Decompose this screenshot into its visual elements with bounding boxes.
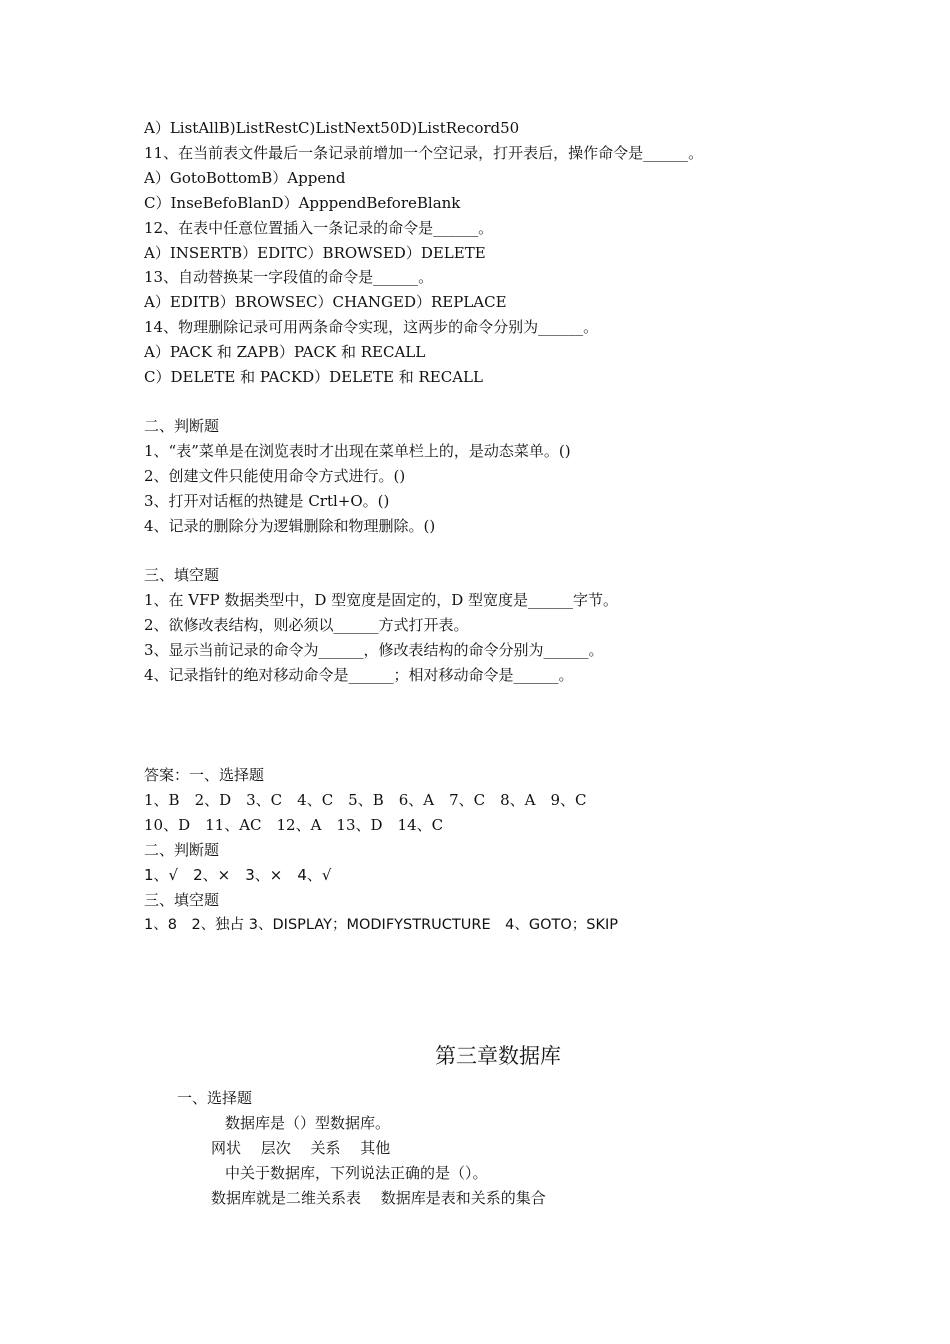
judge-item-3: 3、打开对话框的热键是 Crtl+O。()	[144, 492, 390, 510]
chapter-section-heading: 一、选择题	[177, 1089, 253, 1107]
fill-item-2: 2、欲修改表结构，则必须以______方式打开表。	[144, 616, 469, 634]
chapter-question-1-options: 网状 层次 关系 其他	[211, 1139, 391, 1157]
chapter-title: 第三章数据库	[435, 1044, 561, 1068]
option-line-10: A）ListAllB)ListRestC)ListNext50D)ListRecord50	[144, 119, 520, 137]
fill-item-3: 3、显示当前记录的命令为______，修改表结构的命令分别为______。	[144, 641, 604, 659]
fill-item-1: 1、在 VFP 数据类型中，D 型宽度是固定的，D 型宽度是______字节。	[144, 591, 619, 609]
question-14: 14、物理删除记录可用两条命令实现，这两步的命令分别为______。	[144, 318, 599, 336]
question-11: 11、在当前表文件最后一条记录前增加一个空记录，打开表后，操作命令是______。	[144, 144, 704, 162]
answers-judge-line: 1、√ 2、× 3、× 4、√	[144, 866, 332, 884]
answers-judge-heading: 二、判断题	[144, 841, 220, 859]
judge-item-1: 1、“表”菜单是在浏览表时才出现在菜单栏上的，是动态菜单。()	[144, 442, 571, 460]
answers-fill-heading: 三、填空题	[144, 891, 220, 909]
option-line-11a: A）GotoBottomB）Append	[144, 169, 346, 187]
fill-item-4: 4、记录指针的绝对移动命令是______；相对移动命令是______。	[144, 666, 574, 684]
answers-choice-line-1: 1、B 2、D 3、C 4、C 5、B 6、A 7、C 8、A 9、C	[144, 791, 587, 809]
judge-heading: 二、判断题	[144, 417, 220, 435]
question-12: 12、在表中任意位置插入一条记录的命令是______。	[144, 219, 494, 237]
chapter-question-1: 数据库是（）型数据库。	[225, 1114, 391, 1132]
question-13: 13、自动替换某一字段值的命令是______。	[144, 268, 434, 286]
answers-choice-line-2: 10、D 11、AC 12、A 13、D 14、C	[144, 816, 444, 834]
option-line-12: A）INSERTB）EDITC）BROWSED）DELETE	[144, 244, 486, 262]
answers-fill-line: 1、8 2、独占 3、DISPLAY；MODIFYSTRUCTURE 4、GOTO；SKIP	[144, 917, 618, 933]
judge-item-4: 4、记录的删除分为逻辑删除和物理删除。()	[144, 517, 436, 535]
fill-heading: 三、填空题	[144, 566, 220, 584]
chapter-question-2-options: 数据库就是二维关系表 数据库是表和关系的集合	[211, 1189, 546, 1207]
option-line-14a: A）PACK 和 ZAPB）PACK 和 RECALL	[144, 343, 426, 361]
option-line-13: A）EDITB）BROWSEC）CHANGED）REPLACE	[144, 293, 507, 311]
judge-item-2: 2、创建文件只能使用命令方式进行。()	[144, 467, 406, 485]
option-line-11b: C）InseBefoBlanD）ApppendBeforeBlank	[144, 194, 461, 212]
chapter-question-2: 中关于数据库，下列说法正确的是（）。	[225, 1164, 488, 1182]
option-line-14b: C）DELETE 和 PACKD）DELETE 和 RECALL	[144, 368, 483, 386]
answers-heading: 答案：一、选择题	[144, 766, 265, 784]
